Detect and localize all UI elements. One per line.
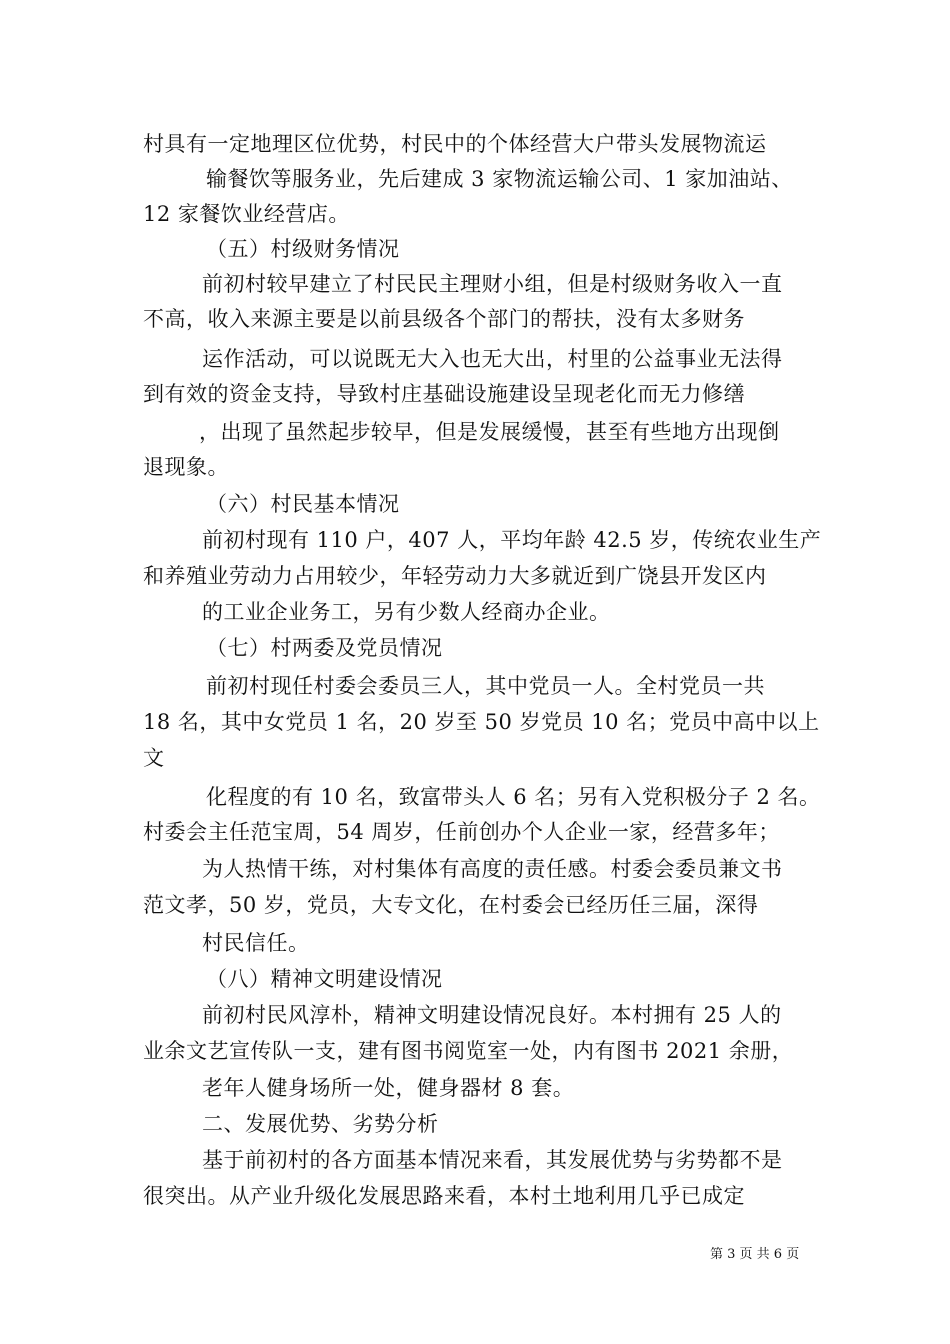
section-heading: （五）村级财务情况 <box>206 237 400 261</box>
text-line: 前初村民风淳朴，精神文明建设情况良好。本村拥有 25 人的 <box>202 1003 782 1027</box>
text-line: 很突出。从产业升级化发展思路来看，本村土地利用几乎已成定 <box>143 1184 745 1208</box>
text-line: 和养殖业劳动力占用较少，年轻劳动力大多就近到广饶县开发区内 <box>143 564 767 588</box>
text-line: 范文孝，50 岁，党员，大专文化，在村委会已经历任三届，深得 <box>143 893 759 917</box>
text-line: 老年人健身场所一处，健身器材 8 套。 <box>202 1076 575 1100</box>
text-line: 为人热情干练，对村集体有高度的责任感。村委会委员兼文书 <box>202 857 783 881</box>
text-line: 运作活动，可以说既无大入也无大出，村里的公益事业无法得 <box>202 347 783 371</box>
text-line: 村具有一定地理区位优势，村民中的个体经营大户带头发展物流运 <box>143 132 767 156</box>
text-line: 不高，收入来源主要是以前县级各个部门的帮扶，没有太多财务 <box>143 307 745 331</box>
text-line: 前初村现任村委会委员三人，其中党员一人。全村党员一共 <box>206 674 765 698</box>
text-line: 到有效的资金支持，导致村庄基础设施建设呈现老化而无力修缮 <box>143 382 745 406</box>
text-line: 文 <box>143 746 165 770</box>
text-line: 村民信任。 <box>202 931 310 955</box>
text-line: 退现象。 <box>143 455 229 479</box>
text-line: 业余文艺宣传队一支，建有图书阅览室一处，内有图书 2021 余册， <box>143 1039 794 1063</box>
text-line: 18 名，其中女党员 1 名，20 岁至 50 岁党员 10 名；党员中高中以上 <box>143 710 820 734</box>
text-line: 前初村现有 110 户，407 人，平均年龄 42.5 岁，传统农业生产 <box>202 528 822 552</box>
text-line: 基于前初村的各方面基本情况来看，其发展优势与劣势都不是 <box>202 1148 783 1172</box>
section-heading: （八）精神文明建设情况 <box>206 967 443 991</box>
text-line: 的工业企业务工，另有少数人经商办企业。 <box>202 600 611 624</box>
section-heading: （七）村两委及党员情况 <box>206 636 443 660</box>
text-line: 村委会主任范宝周，54 周岁，任前创办个人企业一家，经营多年； <box>143 820 780 844</box>
section-heading: 二、发展优势、劣势分析 <box>202 1112 439 1136</box>
text-line: 化程度的有 10 名，致富带头人 6 名；另有入党积极分子 2 名。 <box>206 785 821 809</box>
text-line: 12 家餐饮业经营店。 <box>143 202 350 226</box>
page-number-footer: 第 3 页 共 6 页 <box>710 1247 800 1262</box>
text-line: ，出现了虽然起步较早，但是发展缓慢，甚至有些地方出现倒 <box>199 420 780 444</box>
text-line: 输餐饮等服务业，先后建成 3 家物流运输公司、1 家加油站、 <box>206 167 793 191</box>
text-line: 前初村较早建立了村民民主理财小组，但是村级财务收入一直 <box>202 272 783 296</box>
section-heading: （六）村民基本情况 <box>206 492 400 516</box>
